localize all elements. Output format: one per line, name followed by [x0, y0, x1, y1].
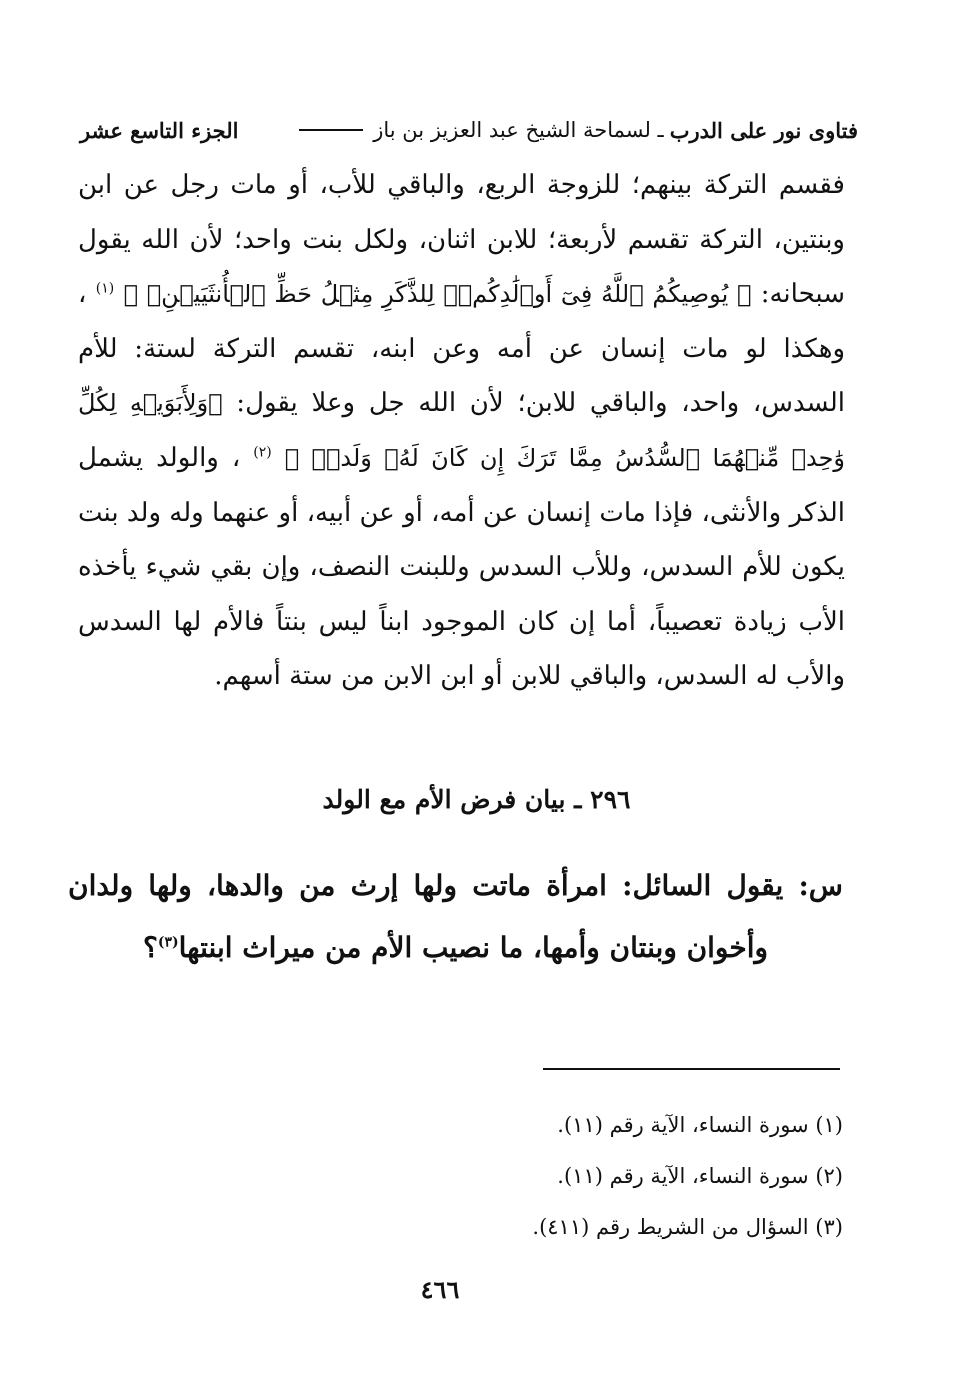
quran-verse: ﴿ يُوصِيكُمُ ٱللَّهُ فِىٓ أَوۡلَٰدِكُمۡۖ لِلذَّكَرِ مِثۡلُ حَظِّ ٱلۡأُنثَيَيۡنِۚ ﴾: [123, 280, 752, 309]
header-rule: [299, 129, 363, 131]
footnote-item: (٣) السؤال من الشريط رقم (٤١١).: [532, 1215, 843, 1239]
header-title-group: [295, 118, 858, 143]
footnote-ref: (٢): [253, 444, 272, 461]
volume-label: الجزء التاسع عشر: [80, 117, 239, 143]
body-text-segment: ، والولد يشمل الذكر والأنثى، فإذا مات إنسان عن أمه، أو عن أبيه، أو عنهما وله ولد بنت يكون للأم السدس، وللأب السدس وللبنت النصف، وإن بقي شيء يأخذه الأب زيادة تعصيباً، أما إن كان الموجود ابناً ليس بنتاً فالأم لها السدس والأب له السدس، والباقي للابن أو ابن الابن من ستة أسهم.: [78, 442, 845, 692]
footnote-separator: [543, 1068, 840, 1070]
book-title: فتاوى نور على الدرب: [669, 117, 858, 143]
footnote-item: (٢) سورة النساء، الآية رقم (١١).: [557, 1164, 843, 1188]
footnote-ref: (١): [95, 280, 115, 297]
question: [68, 855, 843, 979]
footnotes: [300, 1105, 843, 1258]
body-text-segment: ، وهكذا لو مات إنسان عن أمه وعن ابنه، تقسم التركة لستة: للأم السدس، واحد، والباقي للابن؛ لأن الله جل وعلا يقول:: [78, 279, 845, 419]
body-paragraph: [78, 158, 845, 704]
footnote-ref: (٣): [157, 934, 179, 951]
paragraph: [78, 158, 845, 704]
question-text: س: يقول السائل: امرأة ماتت ولها إرث من والدها، ولها ولدان وأخوان وبنتان وأمها، ما نصيب الأم من ميراث ابنتها: [68, 869, 843, 964]
body-text-segment: فقسم التركة بينهم؛ للزوجة الربع، والباقي للأب، أو مات رجل عن ابن وبنتين، التركة تقسم لأربعة؛ للابن اثنان، ولكل بنت واحد؛ لأن الله يقول سبحانه:: [78, 170, 846, 310]
running-header: [80, 112, 858, 148]
footnote-item: (١) سورة النساء، الآية رقم (١١).: [557, 1113, 843, 1137]
section-title: ٢٩٦ ـ بيان فرض الأم مع الولد: [322, 785, 631, 814]
page-number: ٤٦٦: [420, 1275, 460, 1304]
quran-verse: ﴿وَلِأَبَوَيۡهِ لِكُلِّ وَٰحِدٖ مِّنۡهُمَا ٱلسُّدُسُ مِمَّا تَرَكَ إِن كَانَ لَهُۥ وَلَدٞۚ ﴾: [78, 389, 846, 472]
question-mark: ؟: [142, 931, 158, 964]
author-name: ـ لسماحة الشيخ عبد العزيز بن باز: [373, 118, 664, 142]
